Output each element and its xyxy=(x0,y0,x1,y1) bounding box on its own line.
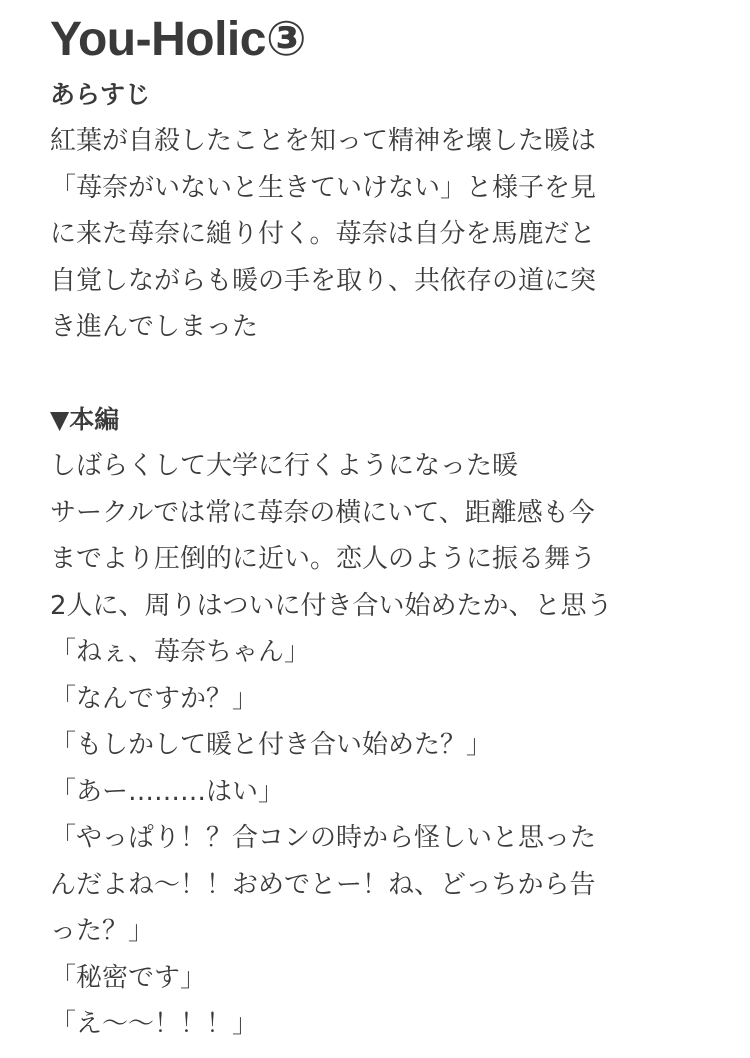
main-story-body xyxy=(50,443,730,1048)
story-line: サークルでは常に苺奈の横にいて、距離感も今 xyxy=(50,497,595,528)
document-page xyxy=(50,8,730,1048)
dialogue-line: 「え〜〜！！！」 xyxy=(50,1009,259,1039)
synopsis-line: 「苺奈がいないと生きていけない」と様子を見 xyxy=(50,172,597,203)
dialogue-line: った？」 xyxy=(50,916,155,946)
synopsis-line: 自覚しながらも暖の手を取り、共依存の道に突 xyxy=(50,265,597,296)
synopsis-body xyxy=(50,118,730,351)
dialogue-line: んだよね〜！！おめでとー！ね、どっちから告 xyxy=(50,869,596,900)
synopsis-line: に来た苺奈に縋り付く。苺奈は自分を馬鹿だと xyxy=(50,219,596,249)
synopsis-line: 紅葉が自殺したことを知って精神を壊した暖は xyxy=(50,126,597,156)
dialogue-line: 「ねぇ、苺奈ちゃん」 xyxy=(50,637,311,667)
synopsis-heading: あらすじ xyxy=(50,80,151,109)
synopsis-line: き進んでしまった xyxy=(50,312,259,342)
main-story-heading: ▼本編 xyxy=(50,405,120,434)
story-line: までより圧倒的に近い。恋人のように振る舞う xyxy=(50,544,597,574)
story-line: 2人に、周りはついに付き合い始めたか、と思う xyxy=(50,590,613,621)
document-title: You-Holic③ xyxy=(50,13,307,66)
blank-line xyxy=(50,351,730,398)
dialogue-line: 「もしかして暖と付き合い始めた？」 xyxy=(50,730,493,760)
dialogue-line: 「やっぱり！？合コンの時から怪しいと思った xyxy=(50,823,597,853)
dialogue-line: 「あー………はい」 xyxy=(50,776,285,807)
dialogue-line: 「秘密です」 xyxy=(50,962,207,993)
story-line: しばらくして大学に行くようになった暖 xyxy=(50,451,519,481)
dialogue-line: 「なんですか？」 xyxy=(50,683,259,714)
